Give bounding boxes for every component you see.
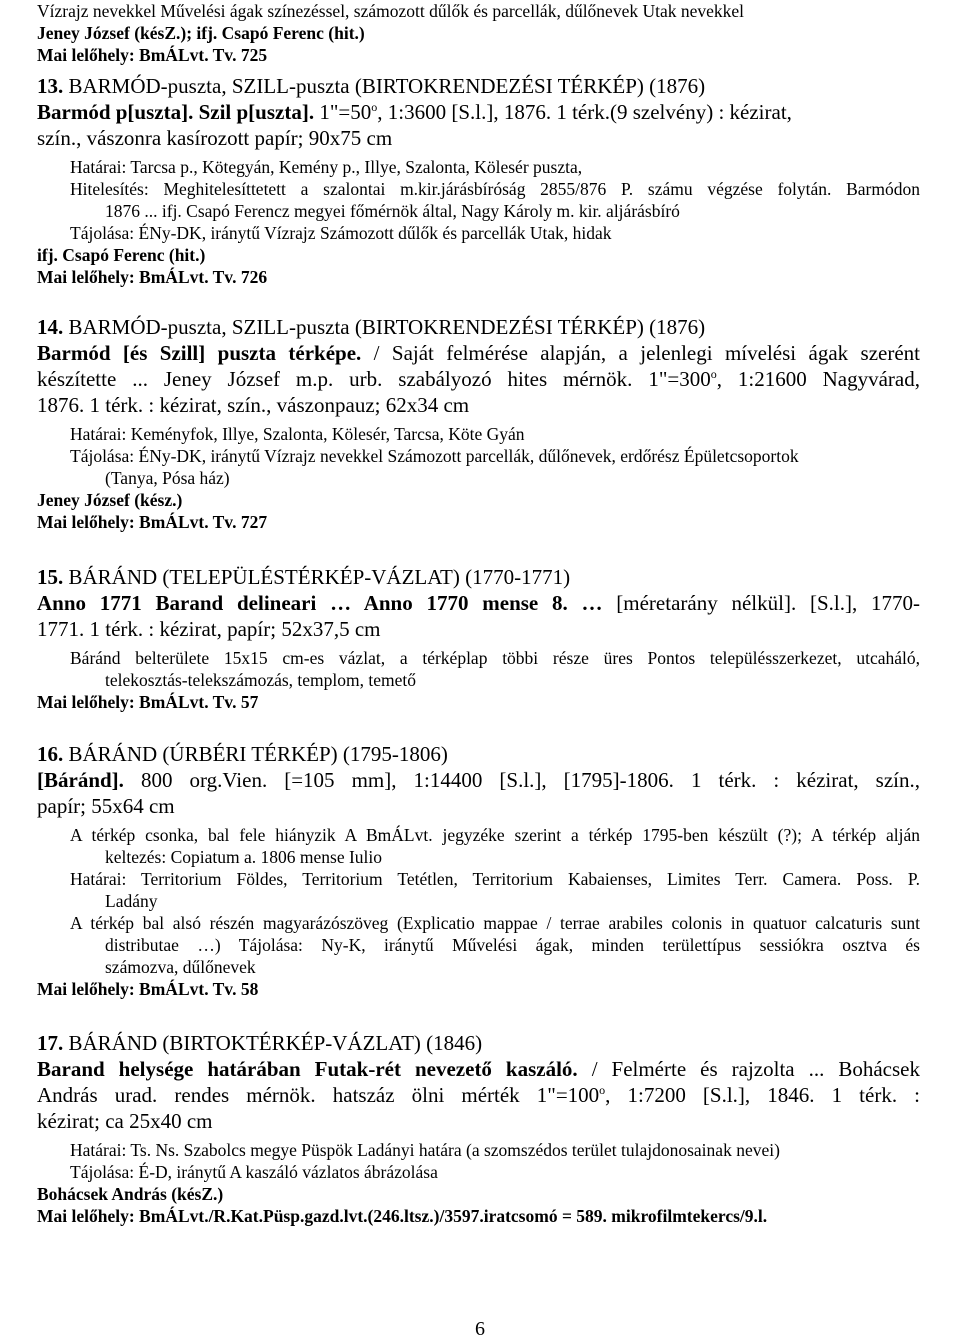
entry-15-heading: 15. BÁRÁND (TELEPÜLÉSTÉRKÉP-VÁZLAT) (1770-1771) — [37, 565, 571, 589]
entry-13-description-cont: szín., vászonra kasírozott papír; 90x75 cm — [37, 126, 393, 150]
entry-16-heading: 16. BÁRÁND (ÚRBÉRI TÉRKÉP) (1795-1806) — [37, 742, 448, 766]
entry-17-orientation: Tájolása: É-D, iránytű A kaszáló vázlatos ábrázolása — [70, 1162, 438, 1182]
entry-16-note-1: A térkép csonka, bal fele hiányzik A BmÁLvt. jegyzéke szerint a térkép 1795-ben készült (?); A térkép alján — [70, 825, 920, 845]
entry-16-borders-cont: Ladány — [105, 891, 158, 911]
entry-13-description: Barmód p[uszta]. Szil p[uszta]. $1"=50^o$, 1:3600 [S.l.], 1876. 1 térk.(9 szelvény) : kézirat, — [37, 100, 792, 124]
entry-14-author: Jeney József (kész.) — [37, 490, 183, 510]
entry-15-note: Báránd belterülete 15x15 cm-es vázlat, a térképlap többi része üres Pontos településszerkezet, utcaháló, — [70, 648, 920, 668]
entry-15-description-cont: 1771. 1 térk. : kézirat, papír; 52x37,5 cm — [37, 617, 381, 641]
entry-16-description-cont: papír; 55x64 cm — [37, 794, 175, 818]
entry-13-orientation: Tájolása: ÉNy-DK, iránytű Vízrajz Számozott dűlők és parcellák Utak, hidak — [70, 223, 612, 243]
entry-14-borders: Határai: Keményfok, Illye, Szalonta, Kölesér, Tarcsa, Köte Gyán — [70, 424, 525, 444]
entry-14-description: Barmód [és Szill] puszta térképe. / Saját felmérése alapján, a jelenlegi mívelési ágak szerént — [37, 341, 920, 365]
entry-15-note-cont: telekosztás-telekszámozás, templom, temető — [105, 670, 417, 690]
entry-14-orientation: Tájolása: ÉNy-DK, iránytű Vízrajz nevekkel Számozott parcellák, dűlőnevek, erdőrész Épületcsoportok — [70, 446, 799, 466]
entry-16-note-2-cont: distributae …) Tájolása: Ny-K, iránytű Művelési ágak, minden területtípus sessiókra osztva és — [105, 935, 920, 955]
entry-15-description: Anno 1771 Barand delineari … Anno 1770 mense 8. … [méretarány nélkül]. [S.l.], 1770- — [37, 591, 920, 615]
entry-12-author: Jeney József (késZ.); ifj. Csapó Ferenc (hit.) — [37, 23, 365, 43]
entry-14-description-end: 1876. 1 térk. : kézirat, szín., vászonpauz; 62x34 cm — [37, 393, 470, 417]
entry-16-note-2: A térkép bal alsó részén magyarázószöveg (Explicatio mappae / terrae arabiles colonis in quatuor calcaturis sunt — [70, 913, 920, 933]
entry-16-borders: Határai: Territorium Földes, Territorium Tetétlen, Territorium Kabaienses, Limites Terr. Camera. Poss. P. — [70, 869, 920, 889]
entry-13-location: Mai lelőhely: BmÁLvt. Tv. 726 — [37, 267, 268, 287]
entry-14-heading: 14. BARMÓD-puszta, SZILL-puszta (BIRTOKRENDEZÉSI TÉRKÉP) (1876) — [37, 315, 706, 339]
entry-16-description: [Báránd]. 800 org.Vien. [=105 mm], 1:14400 [S.l.], [1795]-1806. 1 térk. : kézirat, szín., — [37, 768, 921, 792]
entry-13-author: ifj. Csapó Ferenc (hit.) — [37, 245, 206, 265]
entry-13-borders: Határai: Tarcsa p., Kötegyán, Kemény p., Illye, Szalonta, Kölesér puszta, — [70, 157, 583, 177]
entry-13-authentication-cont: 1876 ... ifj. Csapó Ferencz megyei főmérnök által, Nagy Károly m. kir. aljárásbíró — [105, 201, 680, 221]
entry-14-location: Mai lelőhely: BmÁLvt. Tv. 727 — [37, 512, 268, 532]
entry-12-details: Vízrajz nevekkel Művelési ágak színezéssel, számozott dűlők és parcellák, dűlőnevek Utak nevekkel — [37, 1, 745, 21]
entry-14-orientation-cont: (Tanya, Pósa ház) — [105, 468, 230, 488]
entry-12-location: Mai lelőhely: BmÁLvt. Tv. 725 — [37, 45, 268, 65]
entry-17-description: Barand helysége határában Futak-rét nevezető kaszáló. / Felmérte és rajzolta ... Bohácsek — [37, 1057, 920, 1081]
entry-17-borders: Határai: Ts. Ns. Szabolcs megye Püspök Ladányi határa (a szomszédos terület tulajdonosainak nevei) — [70, 1140, 780, 1160]
entry-17-description-cont: András urad. rendes mérnök. hatszáz ölni mérték $1"=100^o$, 1:7200 [S.l.], 1846. 1 térk. : — [37, 1083, 920, 1107]
entry-17-description-end: kézirat; ca 25x40 cm — [37, 1109, 213, 1133]
entry-17-location: Mai lelőhely: BmÁLvt./R.Kat.Püsp.gazd.lvt.(246.ltsz.)/3597.iratcsomó = 589. mikrofilmtekercs/9.l. — [37, 1206, 768, 1226]
entry-17-author: Bohácsek András (késZ.) — [37, 1184, 224, 1204]
page-number: 6 — [475, 1318, 485, 1340]
entry-16-note-2-end: számozva, dűlőnevek — [105, 957, 256, 977]
entry-17-heading: 17. BÁRÁND (BIRTOKTÉRKÉP-VÁZLAT) (1846) — [37, 1031, 483, 1055]
entry-15-location: Mai lelőhely: BmÁLvt. Tv. 57 — [37, 692, 259, 712]
entry-13-authentication: Hitelesítés: Meghitelesíttetett a szalontai m.kir.járásbíróság 2855/876 P. számu végzése folytán. Barmódon — [70, 179, 920, 199]
entry-14-description-cont: készítette ... Jeney József m.p. urb. szabályozó hites mérnök. $1"=300^o$, 1:21600 Nagyvárad, — [37, 367, 920, 391]
entry-16-location: Mai lelőhely: BmÁLvt. Tv. 58 — [37, 979, 259, 999]
entry-16-note-1-cont: keltezés: Copiatum a. 1806 mense Iulio — [105, 847, 383, 867]
entry-13-heading: 13. BARMÓD-puszta, SZILL-puszta (BIRTOKRENDEZÉSI TÉRKÉP) (1876) — [37, 74, 706, 98]
